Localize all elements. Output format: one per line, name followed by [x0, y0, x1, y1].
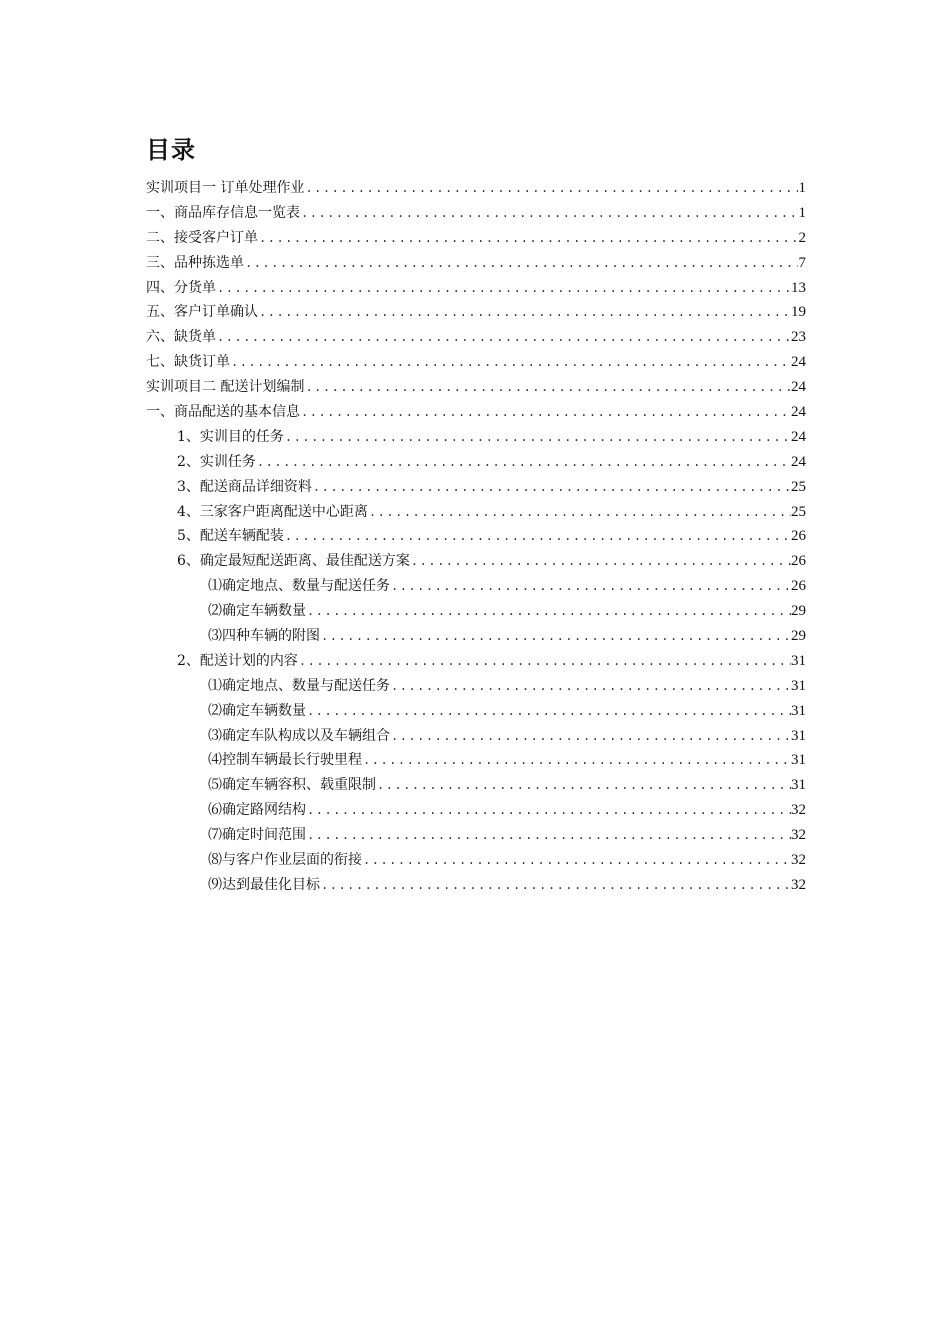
toc-entry[interactable] — [146, 848, 806, 873]
toc-entry-text: ⑸确定车辆容积、载重限制 — [208, 777, 376, 794]
toc-page-number: 31 — [791, 777, 806, 794]
dot-leader — [376, 773, 791, 798]
toc-entry-text: 4、三家客户距离配送中心距离 — [177, 503, 368, 520]
toc-page-number: 2 — [798, 229, 806, 246]
toc-entry-text: 1、实训目的任务 — [177, 428, 284, 445]
dot-leader — [362, 748, 791, 773]
toc-entry-text: 二、接受客户订单 — [146, 229, 258, 246]
toc-entry[interactable] — [146, 475, 806, 500]
toc-entry[interactable] — [146, 425, 806, 450]
toc-entry-text: 一、商品配送的基本信息 — [146, 404, 300, 421]
toc-entry[interactable] — [146, 251, 806, 276]
toc-entry-text: ⑴确定地点、数量与配送任务 — [208, 677, 390, 694]
toc-page-number: 24 — [791, 453, 806, 470]
dot-leader — [300, 400, 791, 425]
toc-entry-text: 六、缺货单 — [146, 329, 216, 346]
toc-entry[interactable] — [146, 649, 806, 674]
toc-page-number: 1 — [798, 204, 806, 221]
dot-leader — [368, 500, 791, 525]
dot-leader — [300, 201, 798, 226]
toc-entry[interactable] — [146, 823, 806, 848]
toc-entry-text: 七、缺货订单 — [146, 354, 230, 371]
toc-entry-text: ⑷控制车辆最长行驶里程 — [208, 752, 362, 769]
toc-entry[interactable] — [146, 500, 806, 525]
dot-leader — [390, 724, 791, 749]
toc-entry-text: 四、分货单 — [146, 279, 216, 296]
toc-entry-text: ⑶确定车队构成以及车辆组合 — [208, 727, 390, 744]
toc-entry-text: ⑹确定路网结构 — [208, 802, 306, 819]
toc-entry[interactable] — [146, 773, 806, 798]
toc-page-number: 24 — [791, 379, 806, 396]
toc-entry[interactable] — [146, 325, 806, 350]
dot-leader — [306, 699, 791, 724]
toc-entry[interactable] — [146, 176, 806, 201]
toc-entry-text: ⑵确定车辆数量 — [208, 603, 306, 620]
toc-page-number: 25 — [791, 503, 806, 520]
toc-entry-text: 3、配送商品详细资料 — [177, 478, 312, 495]
toc-entry[interactable] — [146, 873, 806, 898]
dot-leader — [216, 325, 791, 350]
toc-entry[interactable] — [146, 400, 806, 425]
dot-leader — [258, 226, 798, 251]
toc-entry[interactable] — [146, 524, 806, 549]
toc-page-number: 31 — [791, 752, 806, 769]
toc-entry-text: 五、客户订单确认 — [146, 304, 258, 321]
toc-entry[interactable] — [146, 624, 806, 649]
toc-page-number: 23 — [791, 329, 806, 346]
toc-page-number: 13 — [791, 279, 806, 296]
toc-page-number: 26 — [791, 578, 806, 595]
toc-page-number: 25 — [791, 478, 806, 495]
toc-entry-text: 实训项目一 订单处理作业 — [146, 180, 305, 196]
dot-leader — [320, 624, 791, 649]
toc-page-number: 24 — [791, 428, 806, 445]
dot-leader — [312, 475, 791, 500]
dot-leader — [306, 823, 791, 848]
toc-title: 目录 — [146, 136, 196, 164]
toc-entry[interactable] — [146, 748, 806, 773]
toc-entry[interactable] — [146, 724, 806, 749]
toc-entry-text: 6、确定最短配送距离、最佳配送方案 — [177, 553, 410, 570]
toc-entry-text: ⑻与客户作业层面的衔接 — [208, 852, 362, 869]
toc-page-number: 29 — [791, 628, 806, 645]
toc-entry-text: ⑶四种车辆的附图 — [208, 628, 320, 645]
dot-leader — [258, 300, 791, 325]
toc-entry-text: 5、配送车辆配装 — [177, 528, 284, 545]
toc-entry[interactable] — [146, 201, 806, 226]
toc-entry[interactable] — [146, 699, 806, 724]
toc-entry[interactable] — [146, 300, 806, 325]
table-of-contents — [146, 176, 806, 898]
toc-page-number: 26 — [791, 528, 806, 545]
toc-page-number: 32 — [791, 852, 806, 869]
toc-entry-text: ⑺确定时间范围 — [208, 827, 306, 844]
toc-page-number: 32 — [791, 802, 806, 819]
dot-leader — [362, 848, 791, 873]
toc-entry[interactable] — [146, 599, 806, 624]
toc-entry[interactable] — [146, 350, 806, 375]
dot-leader — [284, 425, 791, 450]
toc-entry[interactable] — [146, 276, 806, 301]
toc-page-number: 26 — [791, 553, 806, 570]
toc-entry[interactable] — [146, 549, 806, 574]
toc-page-number: 31 — [791, 652, 806, 669]
toc-entry-text: ⑼达到最佳化目标 — [208, 876, 320, 893]
toc-entry-text: ⑵确定车辆数量 — [208, 702, 306, 719]
toc-page-number: 32 — [791, 827, 806, 844]
toc-page-number: 24 — [791, 404, 806, 421]
dot-leader — [390, 674, 791, 699]
toc-page-number: 31 — [791, 727, 806, 744]
toc-page-number: 1 — [798, 180, 806, 196]
toc-entry[interactable] — [146, 450, 806, 475]
dot-leader — [244, 251, 798, 276]
dot-leader — [216, 276, 791, 301]
toc-entry-text: 一、商品库存信息一览表 — [146, 204, 300, 221]
dot-leader — [298, 649, 791, 674]
dot-leader — [304, 176, 798, 201]
toc-page-number: 29 — [791, 603, 806, 620]
toc-entry-text: 2、配送计划的内容 — [177, 652, 298, 669]
dot-leader — [306, 599, 791, 624]
toc-entry-text: 三、品种拣选单 — [146, 254, 244, 271]
dot-leader — [410, 549, 791, 574]
toc-page-number: 32 — [791, 876, 806, 893]
dot-leader — [230, 350, 791, 375]
toc-entry-text: 2、实训任务 — [177, 453, 256, 470]
toc-entry-text: 实训项目二 配送计划编制 — [146, 379, 305, 396]
dot-leader — [256, 450, 791, 475]
toc-page-number: 24 — [791, 354, 806, 371]
toc-page-number: 31 — [791, 702, 806, 719]
dot-leader — [304, 375, 791, 400]
toc-entry[interactable] — [146, 375, 806, 400]
toc-entry-text: ⑴确定地点、数量与配送任务 — [208, 578, 390, 595]
toc-entry[interactable] — [146, 798, 806, 823]
toc-page-number: 31 — [791, 677, 806, 694]
toc-page-number: 19 — [791, 304, 806, 321]
toc-page-number: 7 — [798, 254, 806, 271]
dot-leader — [284, 524, 791, 549]
dot-leader — [320, 873, 791, 898]
dot-leader — [306, 798, 791, 823]
toc-entry[interactable] — [146, 574, 806, 599]
toc-entry[interactable] — [146, 674, 806, 699]
toc-entry[interactable] — [146, 226, 806, 251]
dot-leader — [390, 574, 791, 599]
